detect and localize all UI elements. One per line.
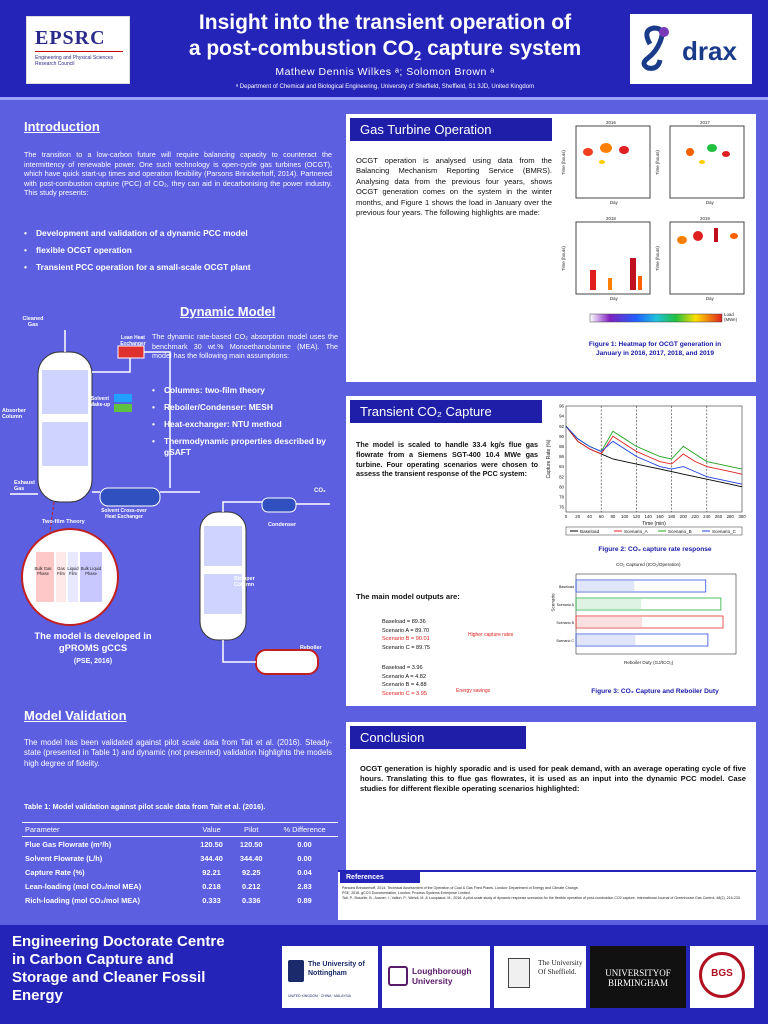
heatmap-ylabel: Time (hours) bbox=[560, 246, 566, 271]
affiliation: ᵃ Department of Chemical and Biological Engineering, University of Sheffield, Sheffield, S1 3JD, United Kingdom bbox=[235, 84, 535, 90]
validation-heading: Model Validation bbox=[24, 708, 127, 723]
label-liquid-film: Liquid Film bbox=[67, 566, 79, 576]
y-axis-label: Capture Rate (%) bbox=[546, 439, 552, 479]
title-line-2-start: a post-combustion CO bbox=[188, 37, 414, 60]
scenario-item: • Scenario A – Flue gas changes based off OCGT output bbox=[356, 514, 542, 536]
birmingham-logo bbox=[590, 946, 686, 1008]
table-cell: Capture Rate (%) bbox=[25, 867, 85, 877]
epsrc-logo-text: EPSRC bbox=[35, 27, 106, 49]
y-tick-label: 86 bbox=[559, 454, 564, 460]
duty-item: Scenario A = 4.82 bbox=[382, 673, 427, 680]
table-cell: 0.218 bbox=[202, 881, 221, 891]
heatmap-year: 2017 bbox=[700, 120, 710, 125]
references-list bbox=[342, 886, 752, 901]
table-cell: 92.21 bbox=[202, 867, 221, 877]
y-tick-label: 82 bbox=[559, 474, 564, 480]
table-cell: 0.04 bbox=[297, 867, 312, 877]
outputs-title: The main model outputs are: bbox=[356, 592, 460, 601]
intro-bullets bbox=[24, 228, 332, 279]
heatmap-xlabel: Day bbox=[610, 200, 618, 205]
category-label: Baseload bbox=[559, 585, 574, 589]
gas-turbine-heading: Gas Turbine Operation bbox=[348, 116, 554, 143]
category-label: Scenario B bbox=[556, 621, 574, 625]
x-tick-label: 120 bbox=[632, 514, 641, 519]
table-cell: 0.212 bbox=[241, 881, 261, 891]
poster-title bbox=[140, 10, 630, 69]
loughborough-logo bbox=[382, 946, 490, 1008]
table-row bbox=[22, 837, 338, 852]
gas-turbine-bullet: • Used for peak demand in the evenings bbox=[356, 250, 552, 261]
loughborough-name: Loughborough University bbox=[412, 966, 472, 986]
table-header: Pilot bbox=[231, 823, 271, 837]
dynamic-bullet: • Thermodynamic properties described by gSAFT bbox=[152, 436, 338, 458]
table-header-row bbox=[22, 823, 338, 837]
legend-label: Scenario_C bbox=[712, 529, 737, 534]
table-cell: Solvent Flowrate (L/h) bbox=[25, 853, 103, 863]
heatmap-ylabel: Time (hours) bbox=[654, 246, 660, 271]
table-cell: 344.40 bbox=[200, 853, 223, 863]
table-cell: 0.00 bbox=[297, 853, 312, 863]
drax-logo-text: drax bbox=[682, 36, 737, 66]
x-tick-label: 40 bbox=[587, 514, 592, 519]
y-tick-label: 96 bbox=[559, 403, 564, 409]
title-line-1: Insight into the transient operation of bbox=[198, 11, 572, 34]
liquid-film-band bbox=[68, 552, 78, 602]
scenario-item: • Baseload – Constant five hour operation bbox=[356, 500, 542, 511]
category-label: Scenario A bbox=[556, 603, 574, 607]
y-tick-label: 78 bbox=[559, 494, 564, 500]
reference-item: Tait, P., Buschle, B., Ausner, I., Valluri, P., Wehrli, M. & Lucquiaud, M., 2016. A pilot-scale study of dynamic response scenarios for the flexible operation of post-combustion CO2 capture. International Journal of Greenhouse Gas Control, 48(2), 216-233. bbox=[342, 896, 741, 900]
duty-note: Energy savings bbox=[456, 688, 491, 694]
y-tick-label: 80 bbox=[559, 484, 564, 490]
dynamic-text: The dynamic rate-based CO₂ absorption model uses the benchmark 30 wt.% Monoethanolamine (MEA). The model has the following main assumptions: bbox=[152, 332, 338, 361]
gas-turbine-bullet: • Total annual power output varies bbox=[356, 312, 552, 323]
reference-item: Parsons Brinckerhoff, 2014. Technical Assessment of the Operation of Coal & Gas Fired Plants. London: Department of Energy and Climate Change. bbox=[342, 886, 579, 890]
bulk-liquid-band bbox=[80, 552, 102, 602]
duty-item: Scenario C = 3.95 bbox=[382, 690, 427, 697]
x-tick-label: 280 bbox=[726, 514, 734, 519]
bulk-gas-band bbox=[36, 552, 54, 602]
label-bulk-liquid: Bulk Liquid Phase bbox=[80, 566, 102, 576]
label-cleaned-gas: Cleaned Gas bbox=[22, 316, 44, 328]
conclusion-text: OCGT generation is highly sporadic and is used for peak demand, with an average operating cycle of five hours. Translating this to flue gas flowrates, it is used as an input into the dynamic PCC model. Case studies for different flexible operating scenarios highlighted: bbox=[360, 764, 746, 793]
table-cell: 0.336 bbox=[241, 895, 261, 905]
fig3-top-label: CO₂ Captured (tCO₂/Operation) bbox=[616, 562, 681, 567]
scenario-item: • Scenario B – Flue gas and solvent flowrate is ramped to maintain L/G bbox=[356, 539, 542, 561]
gas-turbine-bullet: • Average operating cycle is 5 hours bbox=[356, 295, 552, 306]
heatmap-ylabel: Time (hours) bbox=[654, 150, 660, 175]
scenario-list bbox=[356, 500, 542, 589]
bar-fill bbox=[576, 635, 635, 645]
table-header: Value bbox=[192, 823, 232, 837]
x-tick-label: 140 bbox=[644, 514, 652, 519]
intro-bullet: • Development and validation of a dynamic PCC model bbox=[24, 228, 332, 239]
stripper-packing-top bbox=[204, 526, 242, 566]
x-tick-label: 80 bbox=[610, 514, 616, 519]
label-lean-heat: Lean Heat Exchanger bbox=[120, 335, 146, 347]
table-cell: 0.333 bbox=[202, 895, 221, 905]
title-line-2-end: capture system bbox=[421, 37, 582, 60]
conclusion-bullet: • Decrease in reboiler duty when ramping steam flowrate bbox=[360, 835, 746, 846]
sheffield-name: The University Of Sheffield. bbox=[538, 958, 583, 976]
x-tick-label: 20 bbox=[575, 514, 581, 519]
bar-fill bbox=[576, 599, 641, 609]
table-cell: Flue Gas Flowrate (m³/h) bbox=[25, 839, 112, 849]
heatmap-year: 2018 bbox=[606, 216, 616, 221]
table-header: % Difference bbox=[271, 823, 338, 837]
validation-text: The model has been validated against pilot scale data from Tait et al. (2016). Steady-state (presented in Table 1) and dynamic (not presented) validation highlights the models high degree of fidelity. bbox=[24, 738, 332, 768]
duty-item: Baseload = 3.96 bbox=[382, 665, 423, 671]
dynamic-bullet: • Columns: two-film theory bbox=[152, 385, 338, 396]
label-condenser: Condenser bbox=[268, 522, 297, 528]
capture-rate-chart bbox=[544, 400, 750, 546]
y-tick-label: 94 bbox=[559, 413, 564, 419]
footer-title: Engineering Doctorate Centre in Carbon Capture and Storage and Cleaner Fossil Energy bbox=[12, 933, 225, 1004]
category-label: Scenario C bbox=[556, 639, 574, 643]
capture-item: Scenario A = 89.70 bbox=[382, 627, 430, 634]
transient-text: The model is scaled to handle 33.4 kg/s flue gas flowrate from a Siemens SGT-400 10.4 MWe gas turbine. Four operating scenarios were chosen to assess the transient response of the PCC system: bbox=[356, 440, 538, 479]
table-row bbox=[22, 865, 338, 879]
fig3-bottom-label: Reboiler Duty (GJ/tCO₂) bbox=[624, 660, 674, 665]
table-cell: 92.25 bbox=[241, 867, 261, 877]
lean-heat-exchanger bbox=[118, 346, 144, 358]
gas-turbine-bullet: • Highly transient behaviour, i.e. ramping to different loads during one operating cycle bbox=[356, 267, 552, 289]
legend-label: Baseload bbox=[580, 529, 600, 534]
bgs-name: BGS bbox=[711, 968, 733, 979]
nottingham-sub: UNITED KINGDOM · CHINA · MALAYSIA bbox=[288, 994, 351, 998]
table-cell: Rich-loading (mol CO₂/mol MEA) bbox=[25, 895, 140, 905]
capture-duty-chart bbox=[550, 560, 750, 684]
table-cell: 0.89 bbox=[297, 895, 312, 905]
validation-table bbox=[22, 822, 338, 907]
heatmap-xlabel: Day bbox=[610, 296, 618, 301]
intro-bullet: • flexible OCGT operation bbox=[24, 245, 332, 256]
heatmap-xlabel: Day bbox=[706, 296, 714, 301]
two-film-callout bbox=[50, 502, 54, 532]
epsrc-logo-rule bbox=[35, 51, 123, 52]
dynamic-bullet: • Reboiler/Condenser: MESH bbox=[152, 402, 338, 413]
bgs-logo bbox=[690, 946, 754, 1008]
fig3-caption: Figure 3: CO₂ Capture and Reboiler Duty bbox=[591, 688, 719, 695]
colorbar-label: Load (MWe) bbox=[724, 312, 738, 322]
x-tick-label: 300 bbox=[738, 514, 746, 519]
x-tick-label: 240 bbox=[703, 514, 711, 519]
label-two-film: Two-film Theory bbox=[42, 519, 85, 525]
reboiler bbox=[256, 650, 318, 674]
loughborough-crest-icon bbox=[388, 966, 408, 986]
y-tick-label: 88 bbox=[559, 443, 564, 449]
capture-item: Scenario B = 90.01 bbox=[382, 636, 430, 643]
capture-items bbox=[382, 618, 430, 652]
gas-turbine-bullets bbox=[356, 250, 552, 329]
fig3-ylabel: Scenario bbox=[550, 593, 556, 612]
solvent-makeup-box bbox=[114, 394, 132, 402]
duty-item: Scenario B = 4.88 bbox=[382, 682, 427, 689]
duty-title: • Reboiler duty (GJ/tCO₂): bbox=[356, 656, 546, 667]
capture-title: • Time-averaged CO₂ capture rates (%): bbox=[356, 604, 546, 615]
references-heading: References bbox=[340, 872, 420, 883]
legend-label: Scenario_A bbox=[624, 529, 648, 534]
capture-item: Baseload = 89.36 bbox=[382, 619, 426, 625]
bar-fill bbox=[576, 617, 642, 627]
y-tick-label: 90 bbox=[559, 433, 564, 439]
x-axis-label: Time (min) bbox=[642, 521, 666, 527]
birmingham-name: UNIVERSITYOF BIRMINGHAM bbox=[605, 968, 671, 988]
heatmap-year: 2016 bbox=[606, 120, 616, 125]
title-subscript: 2 bbox=[414, 48, 422, 64]
capture-title-list bbox=[356, 604, 546, 618]
sheffield-logo bbox=[494, 946, 586, 1008]
gas-film-band bbox=[56, 552, 66, 602]
heatmap-caption: Figure 1: Heatmap for OCGT generation in January in 2016, 2017, 2018, and 2019 bbox=[588, 341, 722, 357]
table-cell: 120.50 bbox=[200, 839, 223, 849]
heatmap-year: 2019 bbox=[700, 216, 710, 221]
authors: Mathew Dennis Wilkes ᵃ; Solomon Brown ᵃ bbox=[275, 66, 495, 78]
table-cell: 120.50 bbox=[239, 839, 263, 849]
condenser bbox=[262, 498, 296, 512]
x-tick-label: 220 bbox=[691, 514, 699, 519]
label-gas-film: Gas Film bbox=[57, 566, 65, 576]
solvent-makeup-box-2 bbox=[114, 404, 132, 412]
intro-text: The transition to a low-carbon future will require balancing capacity to counteract the intermittency of renewable power. One such technology is open-cycle gas turbines (OCGT), which have quick start-up times and operation flexibility (Parsons Brinckerhoff, 2014). Partnered with post-combustion capture (PCC) of CO₂, they can aid in decarbonising the power industry. This study presents: bbox=[24, 150, 332, 198]
drax-logo bbox=[630, 14, 752, 84]
dynamic-heading: Dynamic Model bbox=[180, 304, 276, 319]
legend-label: Scenario_B bbox=[668, 529, 692, 534]
sheffield-crest-icon bbox=[508, 958, 530, 988]
x-tick-label: 0 bbox=[564, 514, 568, 519]
fig2-caption: Figure 2: CO₂ capture rate response bbox=[598, 546, 712, 553]
heatmap-2017-frame bbox=[670, 126, 744, 198]
label-absorber: Absorber Column bbox=[2, 408, 26, 420]
x-tick-label: 260 bbox=[714, 514, 723, 519]
label-solvent-cross: Solvent Cross-over Heat Exchanger bbox=[101, 508, 147, 520]
label-exhaust: Exhaust Gas bbox=[14, 480, 35, 492]
table-cell: 344.40 bbox=[239, 853, 263, 863]
y-tick-label: 92 bbox=[559, 423, 564, 429]
y-tick-label: 84 bbox=[559, 464, 564, 470]
heatmap-ylabel: Time (hours) bbox=[560, 150, 566, 175]
transient-heading: Transient CO₂ Capture bbox=[348, 398, 544, 425]
absorber-packing-bottom bbox=[42, 422, 88, 466]
table-row bbox=[22, 893, 338, 907]
nottingham-logo bbox=[282, 946, 378, 1008]
dynamic-bullet: • Heat-exchanger: NTU method bbox=[152, 419, 338, 430]
table-cell: Lean-loading (mol CO₂/mol MEA) bbox=[25, 881, 142, 891]
heatmap-colorbar bbox=[590, 314, 722, 322]
conclusion-bullets bbox=[360, 814, 746, 852]
validation-table-caption: Table 1: Model validation against pilot scale data from Tait et al. (2016). bbox=[24, 802, 266, 811]
y-tick-label: 76 bbox=[559, 504, 564, 510]
epsrc-logo-sub: Engineering and Physical Sciences Research Council bbox=[35, 55, 114, 67]
heatmap-2016-frame bbox=[576, 126, 650, 198]
nottingham-crest-icon bbox=[288, 960, 304, 982]
x-tick-label: 160 bbox=[656, 514, 664, 519]
table-cell: 0.00 bbox=[297, 839, 312, 849]
scenario-item: • Scenario C – Flue gas, solvent and reboiler steam flowrate is ramped bbox=[356, 564, 542, 586]
x-tick-label: 100 bbox=[621, 514, 629, 519]
absorber-packing-top bbox=[42, 370, 88, 414]
x-tick-label: 60 bbox=[598, 514, 604, 519]
cross-heat-exchanger bbox=[100, 488, 160, 506]
conclusion-heading: Conclusion bbox=[348, 724, 528, 751]
intro-heading: Introduction bbox=[24, 119, 100, 134]
table-header: Parameter bbox=[22, 823, 192, 837]
table-cell: 2.83 bbox=[297, 881, 312, 891]
heatmap-2019-frame bbox=[670, 222, 744, 294]
x-tick-label: 180 bbox=[667, 514, 676, 519]
capture-note: Higher capture rates bbox=[468, 632, 514, 638]
epsrc-logo bbox=[26, 16, 130, 84]
label-reboiler: Reboiler bbox=[300, 645, 322, 651]
nottingham-name: The University of Nottingham bbox=[308, 961, 365, 977]
gproms-note: The model is developed in gPROMS gCCS bbox=[34, 630, 152, 653]
table-row bbox=[22, 851, 338, 865]
label-bulk-gas: Bulk Gas Phase bbox=[34, 566, 52, 576]
label-stripper: Stripper Column bbox=[234, 576, 255, 588]
table-row bbox=[22, 879, 338, 893]
heatmap-xlabel: Day bbox=[706, 200, 714, 205]
bar-fill bbox=[576, 581, 634, 591]
title-line-2 bbox=[140, 36, 630, 69]
gas-turbine-text: OCGT operation is analysed using data from the Balancing Mechanism Reporting Service (BMRS). Analysing data from the previous four years, shows OCGT generation comes on the system in the winter months, and Figure 1 shows the load in January over the previous four years. The following highlights are made: bbox=[356, 156, 552, 218]
duty-items bbox=[382, 664, 427, 698]
label-solvent-makeup: Solvent Make-up bbox=[89, 396, 111, 408]
intro-bullet: • Transient PCC operation for a small-scale OCGT plant bbox=[24, 262, 332, 273]
label-co2: CO₂ bbox=[314, 488, 326, 494]
reference-item: PSE, 2016. gCCS Documentation, London: Process Systems Enterprise Limited. bbox=[342, 891, 471, 895]
x-tick-label: 200 bbox=[679, 514, 687, 519]
gproms-ref: (PSE, 2016) bbox=[73, 658, 113, 665]
capture-item: Scenario C = 89.75 bbox=[382, 644, 431, 651]
conclusion-bullet: • Increased time-average CO₂ capture rate when L/G ratio is maintained bbox=[360, 814, 746, 825]
